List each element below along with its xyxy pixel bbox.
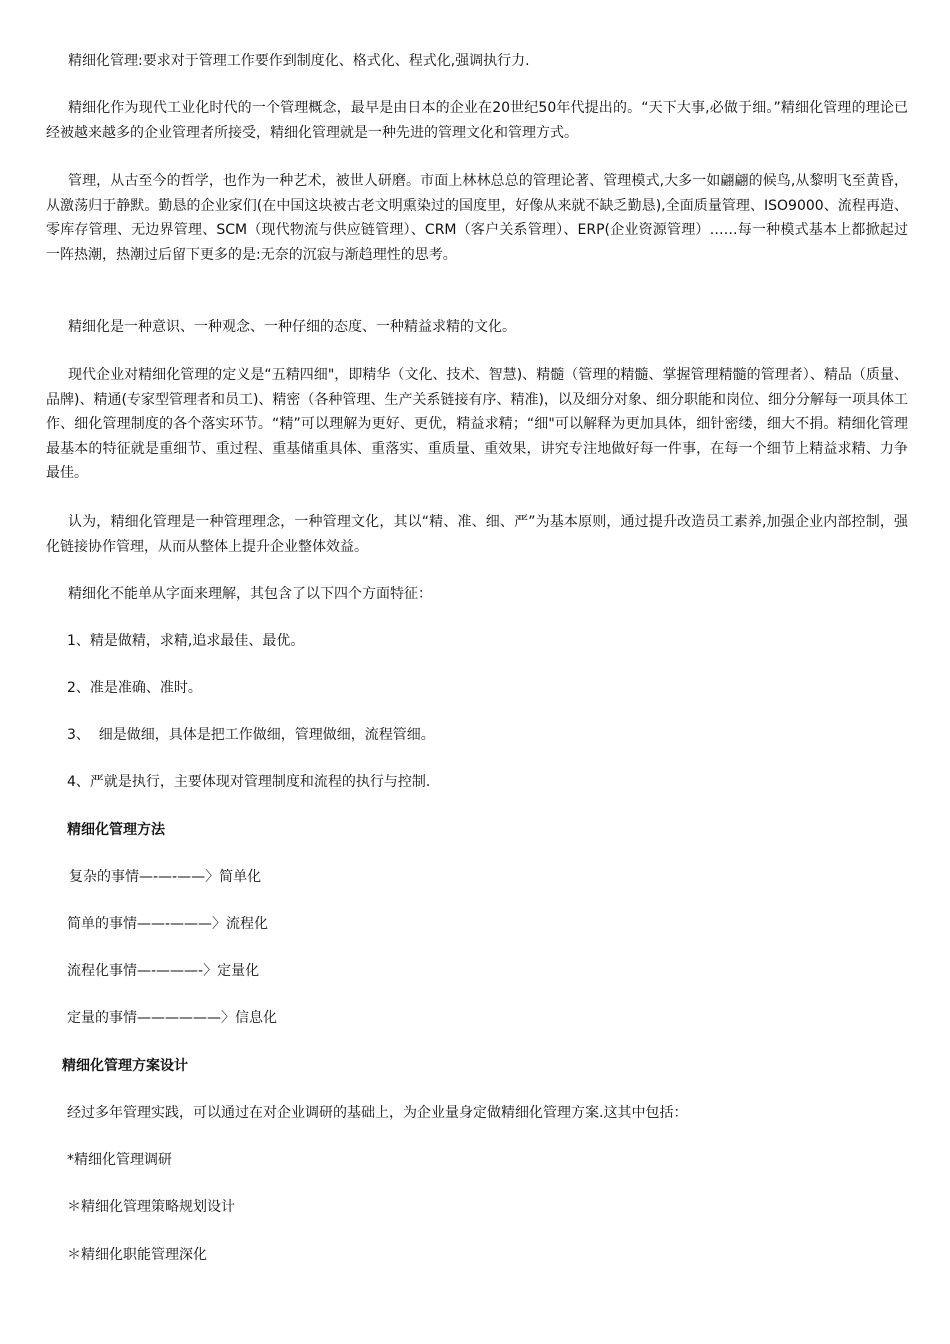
paragraph-concept: 精细化是一种意识、一种观念、一种仔细的态度、一种精益求精的文化。 <box>68 319 516 335</box>
method-step: 简单的事情——-———〉流程化 <box>67 916 269 932</box>
design-item: ＊精细化职能管理深化 <box>67 1247 207 1263</box>
paragraph-features-intro: 精细化不能单从字面来理解，其包含了以下四个方面特征： <box>68 586 432 602</box>
paragraph-origin: 精细化作为现代工业化时代的一个管理概念，最早是由日本的企业在20世纪50年代提出的。“天下大事,必做于细。”精细化管理的理论已经被越来越多的企业管理者所接受，精细化管理就是一种先进的管理文化和管理方式。 <box>46 100 908 141</box>
paragraph-five-four: 现代企业对精细化管理的定义是“五精四细"，即精华（文化、技术、智慧)、精髓（管理的精髓、掌握管理精髓的管理者）、精品（质量、品牌)、精通(专家型管理者和员工)、精密（各种管理、生产关系链接有序、精准)，以及细分对象、细分职能和岗位、细分分解每一项具体工作、细化管理制度的各个落实环节。“精”可以理解为更好、更优，精益求精；“细"可以解释为更加具体，细针密缕，细大不捐。精细化管理最基本的特征就是重细节、重过程、重基储重具体、重落实、重质量、重效果，讲究专注地做好每一件事，在每一个细节上精益求精、力争最佳。 <box>46 367 908 481</box>
section-heading-methods: 精细化管理方法 <box>67 822 165 838</box>
feature-item: 2、准是准确、准时。 <box>67 680 202 696</box>
paragraph-principle: 认为，精细化管理是一种管理理念，一种管理文化，其以“精、准、细、严”为基本原则，通过提升改造员工素养,加强企业内部控制，强化链接协作管理，从而从整体上提升企业整体效益。 <box>46 514 908 555</box>
section-heading-design: 精细化管理方案设计 <box>62 1058 188 1074</box>
feature-item: 3、 细是做细，具体是把工作做细，管理做细，流程管细。 <box>67 727 435 743</box>
feature-item: 4、严就是执行，主要体现对管理制度和流程的执行与控制. <box>67 774 431 790</box>
method-step: 流程化事情—-———-〉定量化 <box>67 963 260 979</box>
method-step: 定量的事情——————〉信息化 <box>67 1010 277 1026</box>
design-item: ＊精细化管理策略规划设计 <box>67 1199 235 1215</box>
feature-item: 1、精是做精，求精,追求最佳、最优。 <box>67 633 305 649</box>
paragraph-definition: 精细化管理:要求对于管理工作要作到制度化、格式化、程式化,强调执行力. <box>68 53 530 69</box>
paragraph-history: 管理，从古至今的哲学，也作为一种艺术，被世人研磨。市面上林林总总的管理论著、管理模式,大多一如翩翩的候鸟,从黎明飞至黄昏，从激荡归于静默。勤恳的企业家们(在中国这块被古老文明熏染过的国度里，好像从来就不缺乏勤恳),全面质量管理、ISO9000、流程再造、零库存管理、无边界管理、SCM（现代物流与供应链管理）、CRM（客户关系管理）、ERP(企业资源管理）……每一种模式基本上都掀起过一阵热潮，热潮过后留下更多的是:无奈的沉寂与渐趋理性的思考。 <box>46 173 908 263</box>
design-intro: 经过多年管理实践，可以通过在对企业调研的基础上，为企业量身定做精细化管理方案.这其中包括： <box>67 1105 688 1121</box>
design-item: *精细化管理调研 <box>67 1152 172 1168</box>
method-step: 复杂的事情—-—-——〉简单化 <box>69 869 262 885</box>
